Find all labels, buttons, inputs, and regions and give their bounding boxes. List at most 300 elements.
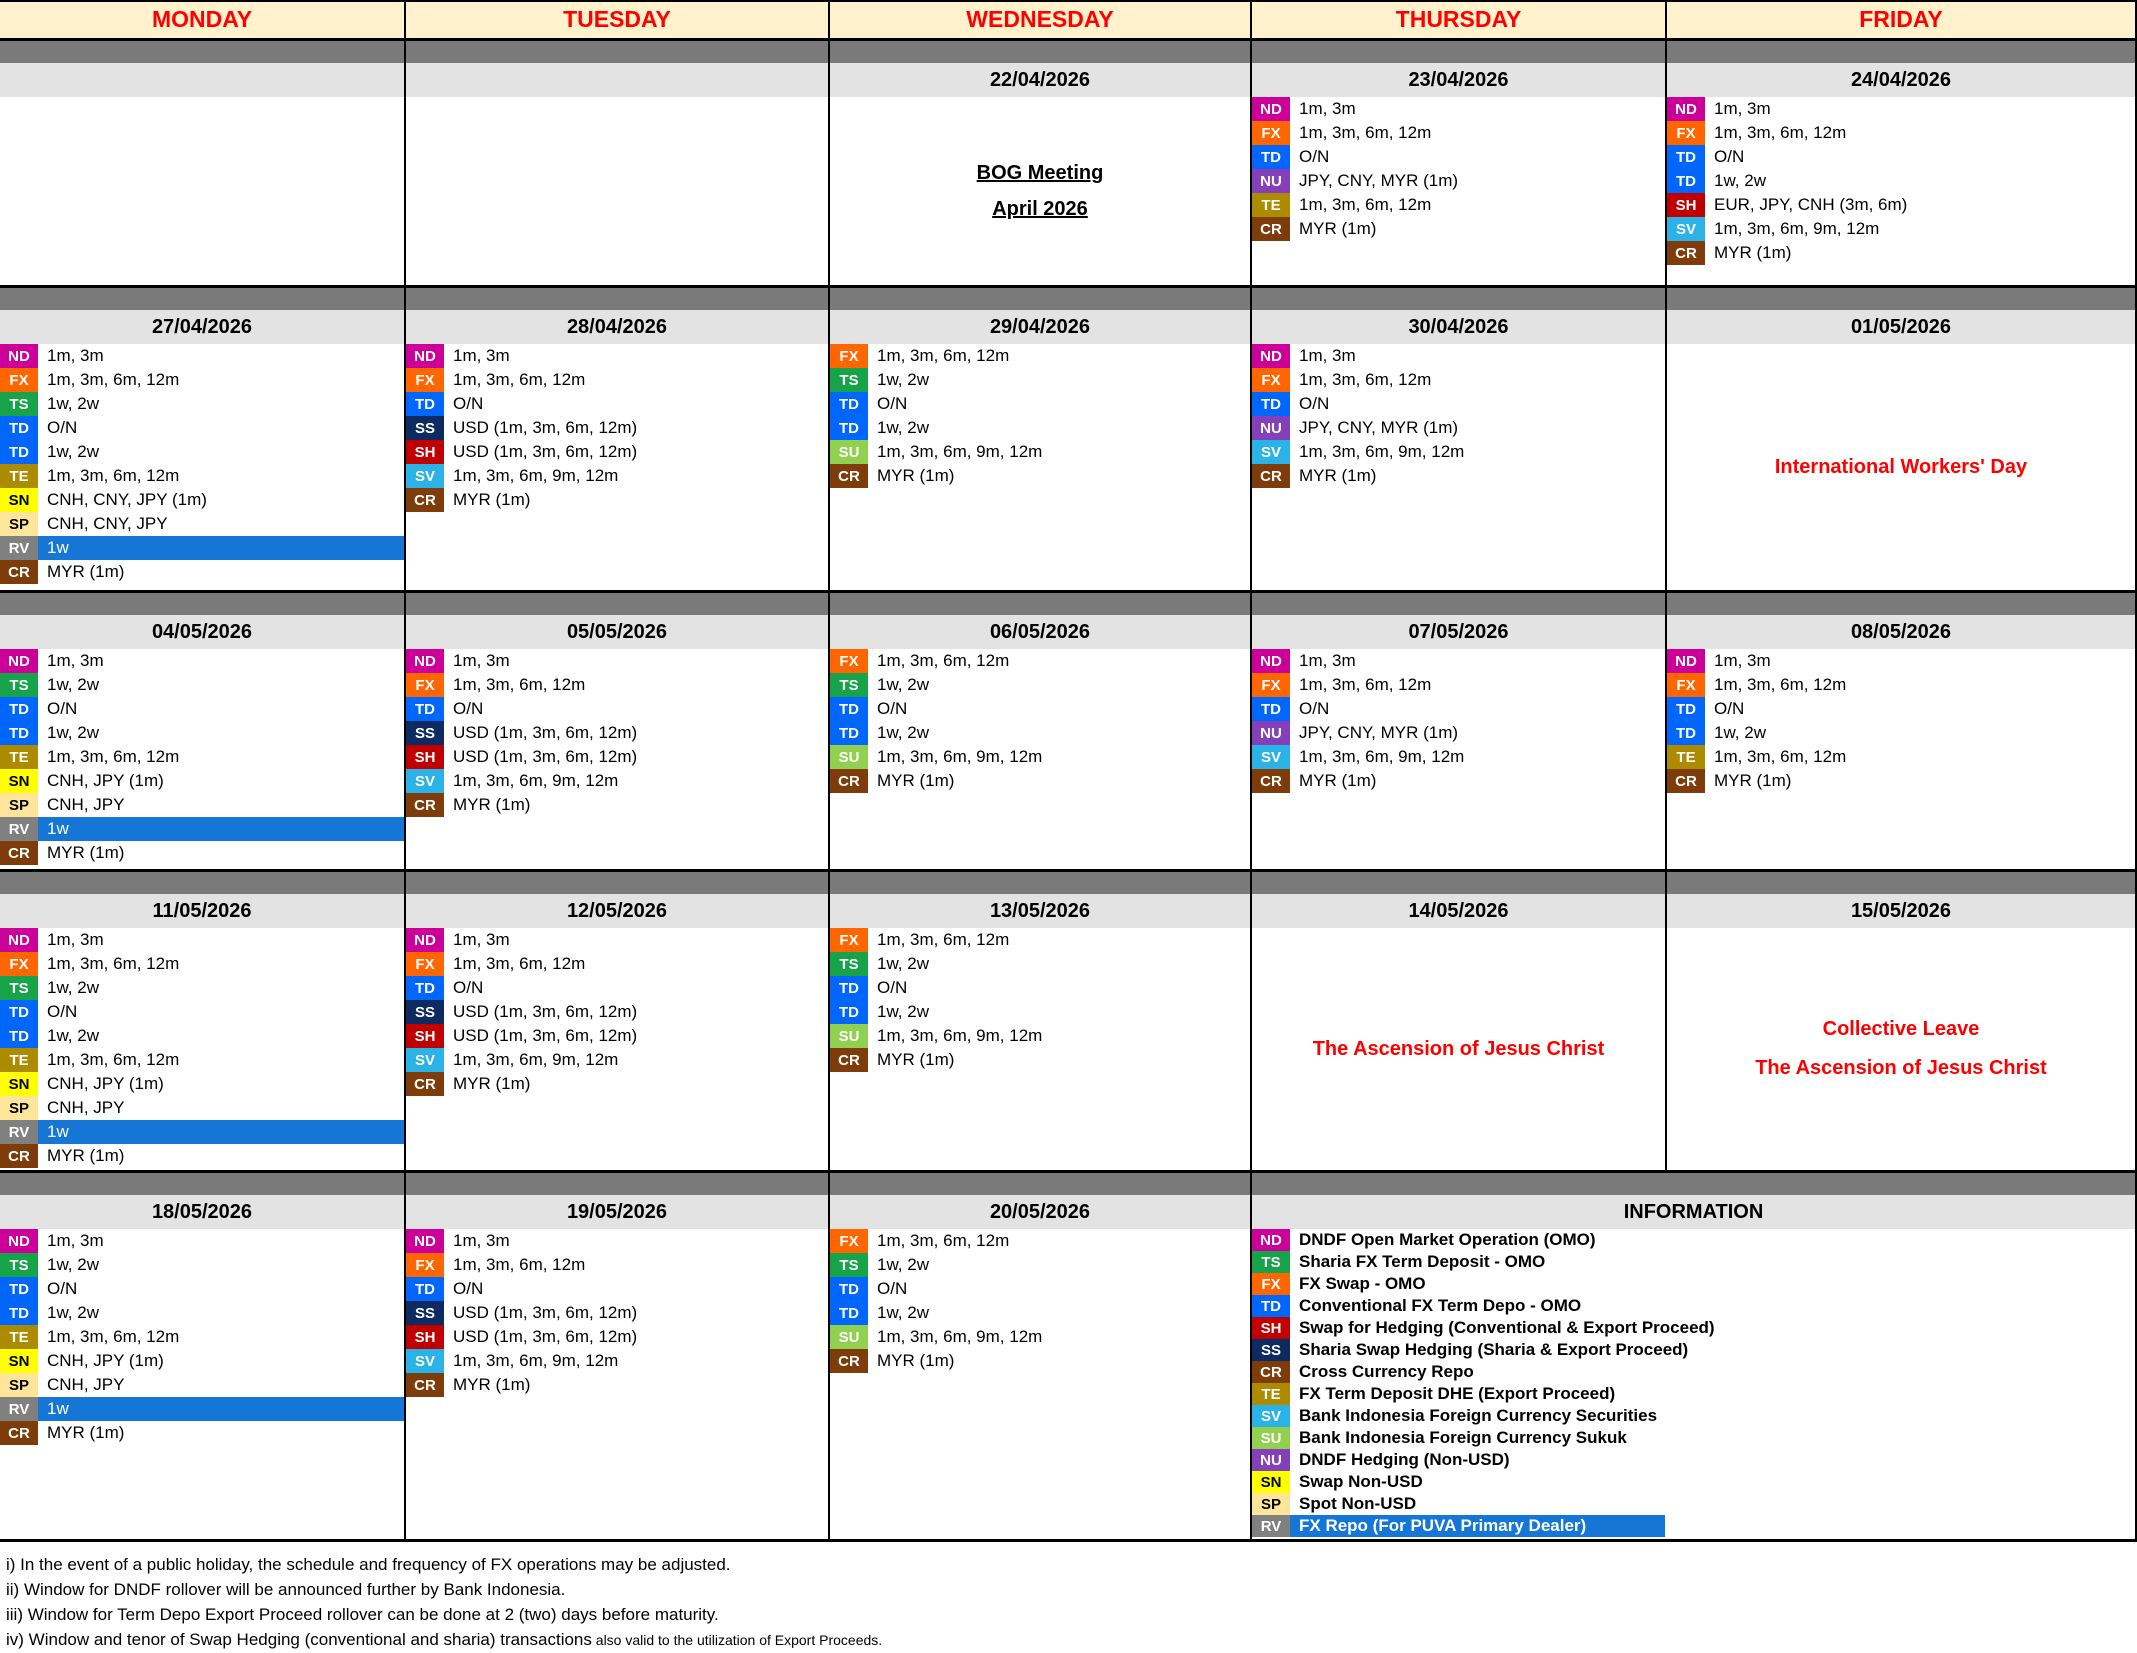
- entry-tenors: USD (1m, 3m, 6m, 12m): [453, 1026, 638, 1045]
- day-header-wednesday: WEDNESDAY: [830, 0, 1252, 38]
- badge-CR-icon: CR: [406, 1072, 444, 1096]
- schedule-entry: [0, 1325, 404, 1349]
- badge-FX-icon: FX: [1252, 121, 1290, 145]
- badge-FX-icon: FX: [830, 1229, 868, 1253]
- schedule-entry: [0, 721, 404, 745]
- entry-tenors: MYR (1m): [1714, 771, 1792, 790]
- badge-SV-icon: SV: [1252, 440, 1290, 464]
- badge-TE-icon: TE: [1667, 745, 1705, 769]
- separator-band-cell: [1252, 869, 1667, 894]
- footnote-text: iii) Window for Term Depo Export Proceed rollover can be done at 2 (two) days before maturity.: [6, 1605, 719, 1624]
- badge-SN-icon: SN: [0, 1072, 38, 1096]
- schedule-entry: [830, 1325, 1250, 1349]
- badge-TS-icon: TS: [1252, 1251, 1290, 1273]
- badge-SN-icon: SN: [0, 488, 38, 512]
- badge-SS-icon: SS: [1252, 1339, 1290, 1361]
- schedule-entry: [1252, 745, 1665, 769]
- entry-tenors: USD (1m, 3m, 6m, 12m): [453, 1327, 638, 1346]
- entry-tenors: 1w, 2w: [47, 1255, 99, 1274]
- week-separator-band: [0, 38, 2137, 63]
- date-cell: 20/05/2026: [830, 1195, 1252, 1229]
- entry-tenors: CNH, JPY (1m): [47, 1351, 164, 1370]
- schedule-entry: [406, 488, 828, 512]
- date-cell: 22/04/2026: [830, 63, 1252, 97]
- badge-TD-icon: TD: [830, 416, 868, 440]
- information-title: INFORMATION: [1252, 1195, 2137, 1229]
- badge-FX-icon: FX: [830, 928, 868, 952]
- badge-SV-icon: SV: [406, 464, 444, 488]
- badge-CR-icon: CR: [0, 1144, 38, 1168]
- separator-band-cell: [1252, 38, 1667, 63]
- badge-ND-icon: ND: [406, 1229, 444, 1253]
- entry-tenors: O/N: [877, 1279, 908, 1298]
- schedule-entry: [830, 952, 1250, 976]
- schedule-entry: [0, 841, 404, 865]
- schedule-entry: [1667, 673, 2135, 697]
- badge-TD-icon: TD: [0, 1024, 38, 1048]
- badge-FX-icon: FX: [406, 1253, 444, 1277]
- schedule-entry: [830, 976, 1250, 1000]
- schedule-entry: [1252, 121, 1665, 145]
- schedule-entry: [1252, 1317, 1715, 1339]
- entry-tenors: O/N: [47, 418, 78, 437]
- entry-tenors: 1m, 3m, 6m, 12m: [47, 370, 180, 389]
- holiday-line: International Workers' Day: [1774, 455, 2028, 478]
- day-header-row: [0, 0, 2137, 38]
- badge-SU-icon: SU: [830, 1024, 868, 1048]
- schedule-entry: [830, 769, 1250, 793]
- entry-tenors: 1m, 3m, 6m, 12m: [453, 675, 586, 694]
- schedule-entry: [0, 793, 404, 817]
- badge-FX-icon: FX: [1667, 673, 1705, 697]
- schedule-entry: [406, 1373, 828, 1397]
- separator-band-cell: [406, 285, 830, 310]
- entry-tenors: 1w, 2w: [47, 723, 99, 742]
- meeting-note-line: BOG Meeting: [976, 161, 1104, 184]
- badge-TE-icon: TE: [0, 1048, 38, 1072]
- badge-TS-icon: TS: [0, 1253, 38, 1277]
- badge-ND-icon: ND: [0, 649, 38, 673]
- badge-FX-icon: FX: [1252, 1273, 1290, 1295]
- entry-tenors: MYR (1m): [877, 771, 955, 790]
- entry-tenors: O/N: [1299, 394, 1330, 413]
- badge-TD-icon: TD: [406, 697, 444, 721]
- badge-TS-icon: TS: [830, 368, 868, 392]
- day-cell-27/04/2026: [0, 344, 406, 590]
- schedule-entry: [0, 488, 404, 512]
- schedule-entry: [1667, 745, 2135, 769]
- entry-tenors: MYR (1m): [877, 1351, 955, 1370]
- schedule-entry: [0, 392, 404, 416]
- schedule-entry: [1252, 697, 1665, 721]
- schedule-entry: [1252, 1273, 1665, 1295]
- week-date-row: [0, 63, 2137, 97]
- entry-tenors: 1m, 3m, 6m, 9m, 12m: [1714, 219, 1880, 238]
- badge-TS-icon: TS: [830, 1253, 868, 1277]
- entry-tenors: 1m, 3m: [1714, 651, 1771, 670]
- entry-tenors: O/N: [453, 978, 484, 997]
- date-cell: 24/04/2026: [1667, 63, 2137, 97]
- day-cell-12/05/2026: [406, 928, 830, 1170]
- entry-tenors: 1m, 3m, 6m, 12m: [1714, 675, 1847, 694]
- entry-tenors: O/N: [47, 1002, 78, 1021]
- badge-SU-icon: SU: [830, 1325, 868, 1349]
- schedule-entry: [406, 368, 828, 392]
- footnote-line: [6, 1552, 2137, 1577]
- badge-TD-icon: TD: [0, 1301, 38, 1325]
- schedule-entry: [830, 392, 1250, 416]
- schedule-entry: [1252, 1427, 1665, 1449]
- entry-tenors: 1w, 2w: [47, 442, 99, 461]
- badge-NU-icon: NU: [1252, 416, 1290, 440]
- badge-CR-icon: CR: [1252, 217, 1290, 241]
- schedule-entry: [0, 1072, 404, 1096]
- schedule-entry: [830, 1277, 1250, 1301]
- separator-band-cell: [0, 285, 406, 310]
- entry-tenors: O/N: [47, 699, 78, 718]
- badge-TS-icon: TS: [0, 976, 38, 1000]
- badge-CR-icon: CR: [1667, 241, 1705, 265]
- separator-band-cell: [1252, 1170, 2137, 1195]
- schedule-entry: [0, 1144, 404, 1168]
- separator-band-cell: [406, 590, 830, 615]
- schedule-entry: [406, 416, 828, 440]
- separator-band-cell: [1667, 590, 2137, 615]
- legend-item-label: Bank Indonesia Foreign Currency Sukuk: [1299, 1428, 1627, 1447]
- schedule-entry: [1667, 193, 2135, 217]
- day-cell-18/05/2026: [0, 1229, 406, 1539]
- schedule-entry: [0, 1349, 404, 1373]
- schedule-entry: [1252, 1471, 1665, 1493]
- badge-TS-icon: TS: [830, 673, 868, 697]
- schedule-entry: [406, 649, 828, 673]
- badge-TD-icon: TD: [830, 697, 868, 721]
- entry-tenors: 1m, 3m, 6m, 12m: [877, 1231, 1010, 1250]
- schedule-entry: [0, 1373, 404, 1397]
- badge-SP-icon: SP: [0, 1373, 38, 1397]
- badge-CR-icon: CR: [830, 1349, 868, 1373]
- schedule-entry: [406, 1048, 828, 1072]
- schedule-entry: [1667, 241, 2135, 265]
- entry-tenors: O/N: [1299, 699, 1330, 718]
- badge-SH-icon: SH: [1252, 1317, 1290, 1339]
- badge-CR-icon: CR: [830, 769, 868, 793]
- schedule-entry: [1252, 1449, 1665, 1471]
- entry-tenors: O/N: [877, 699, 908, 718]
- legend-item-label: Swap for Hedging (Conventional & Export Proceed): [1299, 1318, 1715, 1337]
- day-cell-04/05/2026: [0, 649, 406, 869]
- schedule-entry: [0, 368, 404, 392]
- schedule-entry: [830, 368, 1250, 392]
- schedule-entry: [0, 952, 404, 976]
- footnote-line: [6, 1627, 2137, 1653]
- schedule-entry: [0, 560, 404, 584]
- schedule-entry: [406, 721, 828, 745]
- schedule-entry: [406, 344, 828, 368]
- schedule-entry: [1667, 97, 2135, 121]
- date-cell: 13/05/2026: [830, 894, 1252, 928]
- schedule-entry: [0, 769, 404, 793]
- legend-item-label: Cross Currency Repo: [1299, 1362, 1474, 1381]
- separator-band-cell: [1252, 590, 1667, 615]
- entry-tenors: 1m, 3m: [1299, 346, 1356, 365]
- badge-RV-icon: RV: [1252, 1515, 1290, 1537]
- badge-NU-icon: NU: [1252, 1449, 1290, 1471]
- entry-tenors: 1m, 3m, 6m, 12m: [877, 346, 1010, 365]
- entry-tenors: 1w, 2w: [47, 1303, 99, 1322]
- day-cell-empty: [0, 97, 406, 285]
- entry-tenors: O/N: [453, 699, 484, 718]
- schedule-entry: [1252, 217, 1665, 241]
- badge-TS-icon: TS: [0, 392, 38, 416]
- badge-CR-icon: CR: [1252, 769, 1290, 793]
- week-content-row: [0, 649, 2137, 869]
- schedule-entry: [1667, 145, 2135, 169]
- entry-tenors: MYR (1m): [47, 562, 125, 581]
- schedule-entry: [1667, 697, 2135, 721]
- schedule-entry: [1667, 649, 2135, 673]
- separator-band-cell: [406, 869, 830, 894]
- badge-ND-icon: ND: [406, 928, 444, 952]
- badge-TD-icon: TD: [406, 976, 444, 1000]
- badge-FX-icon: FX: [1252, 673, 1290, 697]
- badge-FX-icon: FX: [406, 673, 444, 697]
- badge-TD-icon: TD: [406, 1277, 444, 1301]
- schedule-entry: [1252, 1383, 1665, 1405]
- badge-SP-icon: SP: [1252, 1493, 1290, 1515]
- badge-TD-icon: TD: [830, 392, 868, 416]
- entry-tenors: USD (1m, 3m, 6m, 12m): [453, 1002, 638, 1021]
- schedule-entry: [0, 464, 404, 488]
- badge-SU-icon: SU: [1252, 1427, 1290, 1449]
- week-date-row: [0, 310, 2137, 344]
- badge-CR-icon: CR: [406, 488, 444, 512]
- day-cell-14/05/2026: [1252, 928, 1667, 1170]
- week-date-row: [0, 615, 2137, 649]
- badge-TD-icon: TD: [1667, 169, 1705, 193]
- schedule-entry: [1667, 121, 2135, 145]
- badge-SP-icon: SP: [0, 512, 38, 536]
- legend-item-label: FX Repo (For PUVA Primary Dealer): [1299, 1516, 1587, 1535]
- entry-tenors: JPY, CNY, MYR (1m): [1299, 171, 1459, 190]
- separator-band-cell: [1667, 869, 2137, 894]
- entry-tenors: 1w, 2w: [1714, 723, 1766, 742]
- schedule-entry: [1252, 649, 1665, 673]
- badge-RV-icon: RV: [0, 817, 38, 841]
- schedule-entry: [406, 1253, 828, 1277]
- holiday-line: Collective Leave: [1822, 1018, 1980, 1040]
- schedule-entry: [830, 344, 1250, 368]
- badge-SV-icon: SV: [406, 1048, 444, 1072]
- badge-TE-icon: TE: [1252, 193, 1290, 217]
- badge-SS-icon: SS: [406, 1301, 444, 1325]
- schedule-entry: [0, 976, 404, 1000]
- footnote-line: [6, 1577, 2137, 1602]
- entry-tenors: 1m, 3m: [1299, 99, 1356, 118]
- day-cell-15/05/2026: [1667, 928, 2137, 1170]
- badge-CR-icon: CR: [0, 841, 38, 865]
- badge-TD-icon: TD: [406, 392, 444, 416]
- schedule-entry: [406, 1229, 828, 1253]
- day-header-thursday: THURSDAY: [1252, 0, 1667, 38]
- badge-SH-icon: SH: [406, 440, 444, 464]
- badge-TD-icon: TD: [0, 1277, 38, 1301]
- day-cell-08/05/2026: [1667, 649, 2137, 869]
- entry-tenors: 1m, 3m: [47, 346, 104, 365]
- schedule-entry: [0, 536, 404, 560]
- schedule-entry: [406, 1072, 828, 1096]
- separator-band-cell: [830, 1170, 1252, 1195]
- legend-item-label: Swap Non-USD: [1299, 1472, 1423, 1491]
- badge-CR-icon: CR: [830, 464, 868, 488]
- schedule-entry: [1667, 169, 2135, 193]
- entry-tenors: MYR (1m): [1714, 243, 1792, 262]
- schedule-entry: [1667, 217, 2135, 241]
- entry-tenors: O/N: [877, 978, 908, 997]
- badge-SH-icon: SH: [406, 1024, 444, 1048]
- schedule-entry: [830, 1000, 1250, 1024]
- entry-tenors: 1w, 2w: [877, 675, 929, 694]
- badge-TD-icon: TD: [830, 1301, 868, 1325]
- schedule-entry: [1252, 721, 1665, 745]
- schedule-entry: [830, 1301, 1250, 1325]
- badge-CR-icon: CR: [830, 1048, 868, 1072]
- badge-FX-icon: FX: [1252, 368, 1290, 392]
- badge-TD-icon: TD: [0, 440, 38, 464]
- schedule-entry: [0, 416, 404, 440]
- badge-ND-icon: ND: [0, 928, 38, 952]
- schedule-entry: [830, 1048, 1250, 1072]
- schedule-entry: [0, 1048, 404, 1072]
- entry-tenors: 1w: [47, 1122, 69, 1141]
- entry-tenors: CNH, CNY, JPY (1m): [47, 490, 207, 509]
- badge-SV-icon: SV: [1252, 745, 1290, 769]
- entry-tenors: CNH, JPY: [47, 1375, 125, 1394]
- date-cell: 14/05/2026: [1252, 894, 1667, 928]
- schedule-entry: [406, 976, 828, 1000]
- badge-TE-icon: TE: [0, 1325, 38, 1349]
- entry-tenors: 1m, 3m: [47, 1231, 104, 1250]
- entry-tenors: 1w, 2w: [47, 978, 99, 997]
- badge-SN-icon: SN: [1252, 1471, 1290, 1493]
- schedule-entry: [1252, 1251, 1665, 1273]
- schedule-entry: [0, 1096, 404, 1120]
- entry-tenors: 1w, 2w: [47, 675, 99, 694]
- holiday-note: [1667, 928, 2135, 1170]
- badge-CR-icon: CR: [406, 793, 444, 817]
- separator-band-cell: [830, 869, 1252, 894]
- date-cell: 15/05/2026: [1667, 894, 2137, 928]
- schedule-entry: [0, 1253, 404, 1277]
- entry-tenors: CNH, CNY, JPY: [47, 514, 168, 533]
- badge-ND-icon: ND: [1252, 649, 1290, 673]
- badge-SS-icon: SS: [406, 721, 444, 745]
- schedule-entry: [1252, 1515, 1665, 1537]
- badge-TD-icon: TD: [0, 416, 38, 440]
- schedule-entry: [1252, 344, 1665, 368]
- entry-tenors: MYR (1m): [1299, 219, 1377, 238]
- badge-SU-icon: SU: [830, 745, 868, 769]
- entry-tenors: 1m, 3m: [453, 930, 510, 949]
- schedule-entry: [0, 1301, 404, 1325]
- day-cell-29/04/2026: [830, 344, 1252, 590]
- date-cell: 18/05/2026: [0, 1195, 406, 1229]
- badge-CR-icon: CR: [0, 1421, 38, 1445]
- badge-TD-icon: TD: [1252, 145, 1290, 169]
- entry-tenors: 1m, 3m, 6m, 12m: [877, 651, 1010, 670]
- schedule-entry: [1252, 440, 1665, 464]
- separator-band-cell: [0, 869, 406, 894]
- schedule-entry: [1252, 1405, 1665, 1427]
- schedule-entry: [0, 512, 404, 536]
- entry-tenors: O/N: [1299, 147, 1330, 166]
- entry-tenors: 1m, 3m: [1299, 651, 1356, 670]
- schedule-entry: [0, 344, 404, 368]
- day-cell-empty: [406, 97, 830, 285]
- schedule-entry: [406, 464, 828, 488]
- separator-band-cell: [830, 590, 1252, 615]
- badge-TD-icon: TD: [1252, 392, 1290, 416]
- entry-tenors: 1w, 2w: [47, 394, 99, 413]
- schedule-entry: [0, 697, 404, 721]
- badge-FX-icon: FX: [830, 344, 868, 368]
- date-cell: 29/04/2026: [830, 310, 1252, 344]
- entry-tenors: MYR (1m): [1299, 466, 1377, 485]
- entry-tenors: 1w, 2w: [877, 723, 929, 742]
- badge-SS-icon: SS: [406, 416, 444, 440]
- badge-SS-icon: SS: [406, 1000, 444, 1024]
- week-date-row: [0, 894, 2137, 928]
- schedule-entry: [406, 1000, 828, 1024]
- entry-tenors: MYR (1m): [47, 843, 125, 862]
- legend-item-label: Spot Non-USD: [1299, 1494, 1417, 1513]
- entry-tenors: 1m, 3m, 6m, 9m, 12m: [453, 771, 619, 790]
- entry-tenors: USD (1m, 3m, 6m, 12m): [453, 747, 638, 766]
- entry-tenors: CNH, JPY (1m): [47, 771, 164, 790]
- entry-tenors: O/N: [453, 1279, 484, 1298]
- day-header-monday: MONDAY: [0, 0, 406, 38]
- badge-CR-icon: CR: [1667, 769, 1705, 793]
- badge-TS-icon: TS: [0, 673, 38, 697]
- schedule-entry: [1252, 1295, 1665, 1317]
- schedule-entry: [1252, 1361, 1665, 1383]
- badge-ND-icon: ND: [1252, 97, 1290, 121]
- badge-FX-icon: FX: [406, 952, 444, 976]
- entry-tenors: EUR, JPY, CNH (3m, 6m): [1714, 195, 1908, 214]
- entry-tenors: USD (1m, 3m, 6m, 12m): [453, 723, 638, 742]
- schedule-entry: [406, 928, 828, 952]
- week-separator-band: [0, 1170, 2137, 1195]
- schedule-entry: [1252, 673, 1665, 697]
- date-cell: 06/05/2026: [830, 615, 1252, 649]
- date-cell: 08/05/2026: [1667, 615, 2137, 649]
- week-content-row: [0, 1229, 2137, 1539]
- badge-CR-icon: CR: [1252, 464, 1290, 488]
- schedule-entry: [1252, 392, 1665, 416]
- schedule-entry: [406, 392, 828, 416]
- entry-tenors: 1m, 3m, 6m, 9m, 12m: [1299, 747, 1465, 766]
- entry-tenors: 1m, 3m, 6m, 12m: [1714, 747, 1847, 766]
- day-header-friday: FRIDAY: [1667, 0, 2137, 38]
- badge-ND-icon: ND: [1252, 344, 1290, 368]
- schedule-entry: [1252, 769, 1665, 793]
- separator-band-cell: [1252, 285, 1667, 310]
- badge-TD-icon: TD: [1667, 697, 1705, 721]
- badge-TD-icon: TD: [830, 976, 868, 1000]
- schedule-entry: [830, 1024, 1250, 1048]
- holiday-note: [1252, 928, 1665, 1170]
- day-cell-legend: [1252, 1229, 2137, 1539]
